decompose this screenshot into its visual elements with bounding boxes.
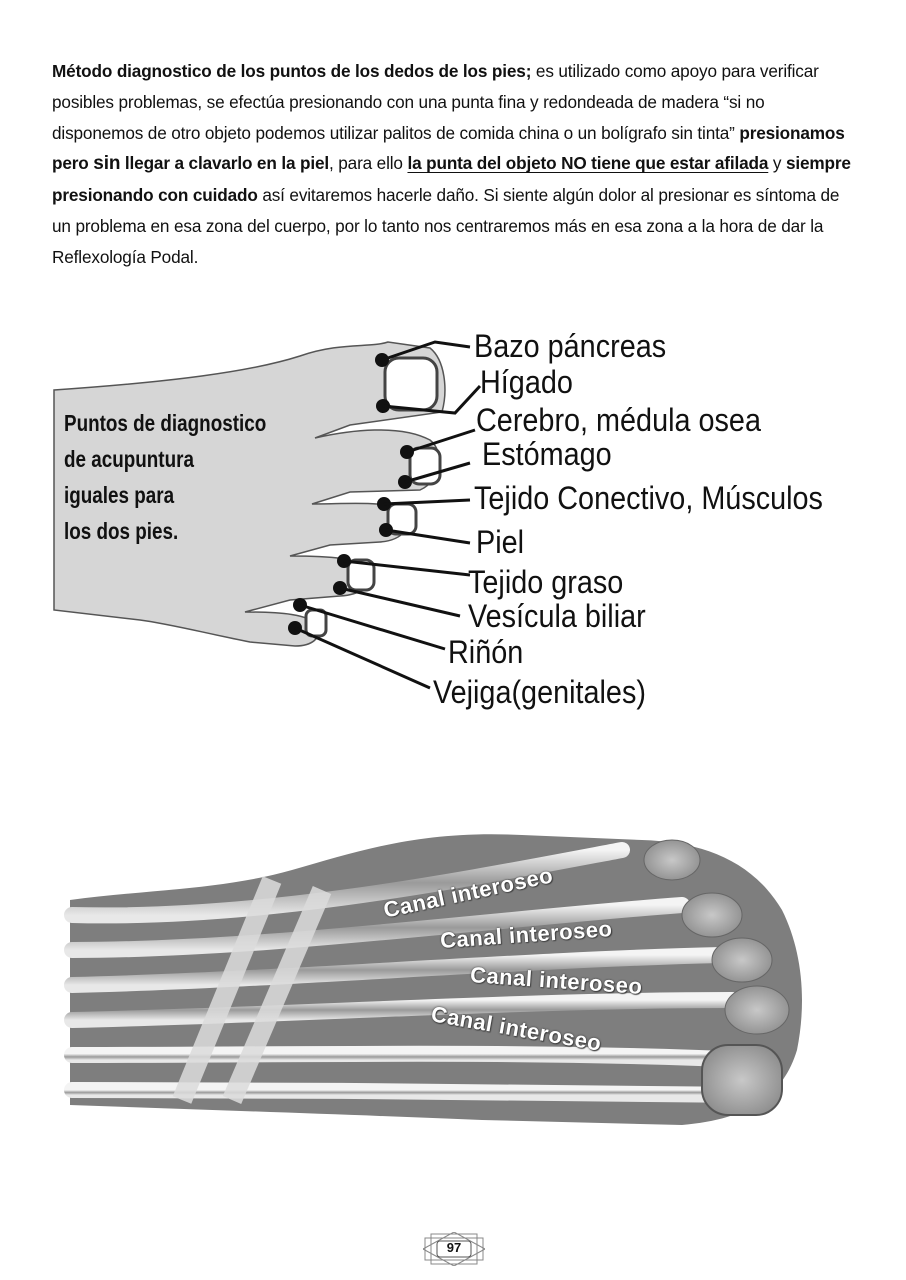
toe-diagnostic-figure (50, 320, 880, 730)
figure-caption: Puntos de diagnostico de acupuntura iguales para los dos pies. (64, 410, 267, 544)
emphasis-text: presionamos pero sin llegar a clavarlo en la piel (52, 122, 845, 175)
page-number: 97 (446, 1240, 462, 1255)
canal-interoseo-label-4: Canal interoseo (429, 1001, 604, 1056)
paragraph-text: es utilizado como apoyo para verificar posibles problemas, se efectúa presionando con una punta fina y redondeada de madera “si no disponemos de otro objeto podemos utilizar palitos de comida china o un bolígrafo sin tinta” (52, 61, 819, 143)
label-rinon: Riñón (448, 634, 524, 670)
label-vesicula: Vesícula biliar (468, 598, 646, 634)
canal-interoseo-label-1: Canal interoseo (381, 862, 556, 923)
label-cerebro: Cerebro, médula osea (476, 402, 761, 438)
label-tejido-graso: Tejido graso (468, 564, 624, 600)
paragraph-heading: Método diagnostico de los puntos de los dedos de los pies; (52, 61, 532, 81)
underlined-warning: la punta del objeto NO tiene que estar afilada (407, 153, 769, 174)
label-estomago: Estómago (482, 436, 612, 472)
label-higado: Hígado (480, 364, 573, 400)
foot-anatomy-illustration (62, 820, 822, 1140)
page-number-badge (423, 1232, 485, 1266)
anatomy-foot-figure (62, 820, 822, 1140)
canal-interoseo-label-2: Canal interoseo (439, 916, 614, 953)
label-tejido-conectivo: Tejido Conectivo, Músculos (474, 480, 823, 516)
label-bazo-pancreas: Bazo páncreas (474, 328, 667, 364)
label-piel: Piel (476, 524, 525, 560)
emphasis-text-2: siempre presionando con cuidado (52, 153, 851, 206)
canal-interoseo-label-3: Canal interoseo (469, 962, 644, 999)
body-paragraph: Método diagnostico de los puntos de los dedos de los pies; es utilizado como apoyo para verificar posibles problemas, se efectúa presionando con una punta fina y redondeada de madera “si no disponemos de otro objeto podemos utilizar palitos de comida china o un bolígrafo sin tinta” presionamos pero sin llegar a clavarlo en la piel, para ello la punta del objeto NO tiene que estar afilada y siempre presionando con cuidado así evitaremos hacerle daño. Si siente algún dolor al presionar es síntoma de un problema en esa zona del cuerpo, por lo tanto nos centraremos más en esa zona a la hora de dar la Reflexología Podal. (52, 61, 851, 267)
label-vejiga: Vejiga(genitales) (433, 674, 646, 710)
